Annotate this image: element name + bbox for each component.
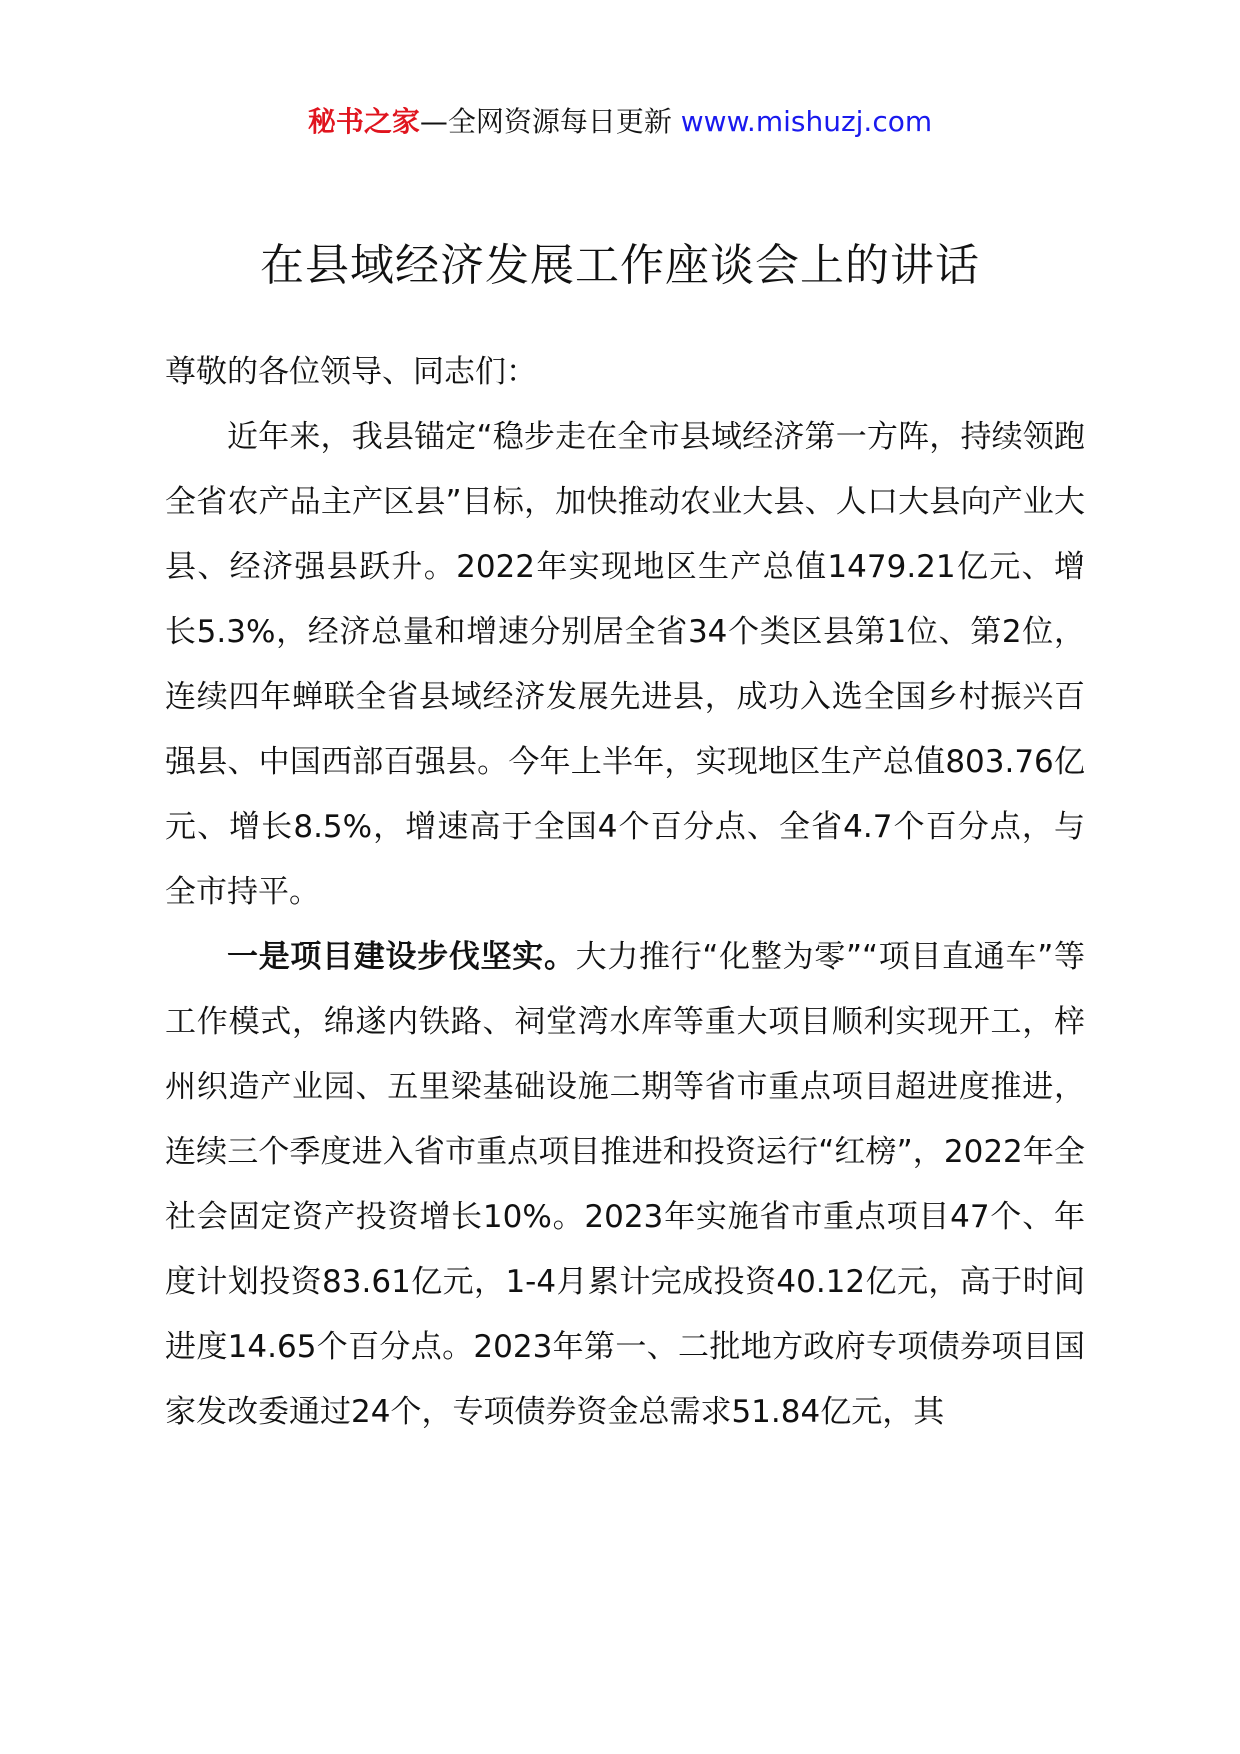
site-url-link[interactable]: www.mishuzj.com bbox=[680, 105, 933, 138]
document-body bbox=[165, 340, 1085, 1445]
paragraph-text: 近年来，我县锚定“稳步走在全市县域经济第一方阵，持续领跑全省农产品主产区县”目标，加快推动农业大县、人口大县向产业大县、经济强县跃升。2022年实现地区生产总值1479.21亿元、增长5.3%，经济总量和增速分别居全省34个类区县第1位、第2位，连续四年蝉联全省县域经济发展先进县，成功入选全国乡村振兴百强县、中国西部百强县。今年上半年，实现地区生产总值803.76亿元、增长8.5%，增速高于全国4个百分点、全省4.7个百分点，与全市持平。 bbox=[165, 419, 1085, 910]
document-title: 在县域经济发展工作座谈会上的讲话 bbox=[260, 240, 980, 291]
header-slogan: —全网资源每日更新 bbox=[419, 105, 681, 138]
paragraph-lead: 一是项目建设步伐坚实。 bbox=[227, 939, 576, 975]
paragraph-text: 大力推行“化整为零”“项目直通车”等工作模式，绵遂内铁路、祠堂湾水库等重大项目顺利实现开工，梓州织造产业园、五里梁基础设施二期等省市重点项目超进度推进，连续三个季度进入省市重点项目推进和投资运行“红榜”，2022年全社会固定资产投资增长10%。2023年实施省市重点项目47个、年度计划投资83.61亿元，1-4月累计完成投资40.12亿元，高于时间进度14.65个百分点。2023年第一、二批地方政府专项债券项目国家发改委通过24个，专项债券资金总需求51.84亿元，其 bbox=[165, 939, 1085, 1430]
paragraph-intro bbox=[165, 405, 1085, 925]
brand-name: 秘书之家 bbox=[307, 105, 420, 138]
greeting: 尊敬的各位领导、同志们： bbox=[165, 354, 537, 390]
paragraph-project-construction bbox=[165, 925, 1085, 1445]
site-header bbox=[0, 102, 1240, 142]
